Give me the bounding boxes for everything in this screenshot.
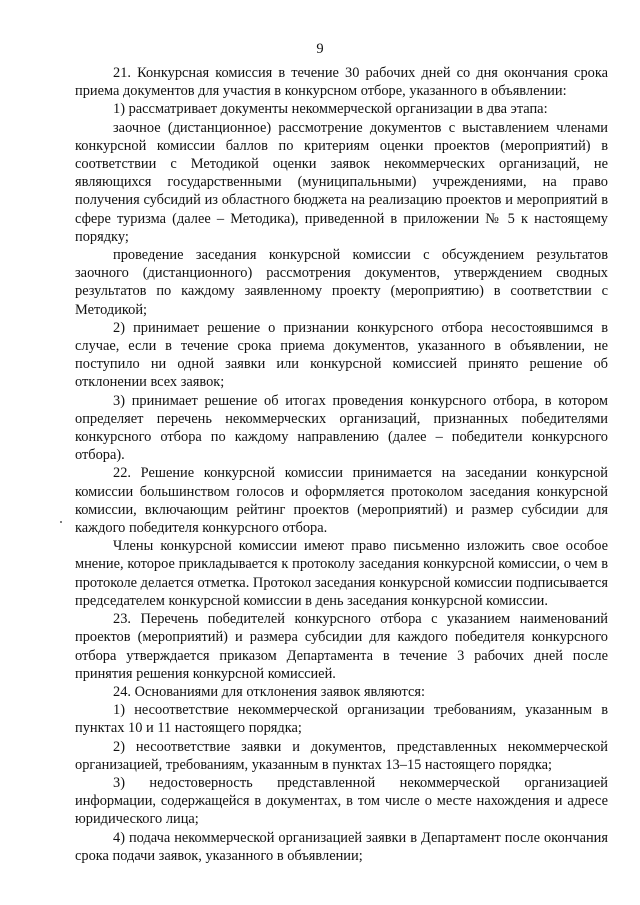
- scan-artifact-dot: [60, 521, 62, 523]
- paragraph-21-stage-2: проведение заседания конкурсной комиссии с обсуждением результатов заочного (дистанционного) рассмотрения документов, утверждением сводных результатов по каждому заявленному проекту (мероприятию) в соответствии с Методикой;: [75, 247, 608, 318]
- paragraph-24: 24. Основаниями для отклонения заявок являются:: [113, 683, 425, 700]
- page-number: 9: [316, 41, 324, 57]
- paragraph-22: 22. Решение конкурсной комиссии принимается на заседании конкурсной комиссии большинством голосов и оформляется протоколом заседания конкурсной комиссии, включающим рейтинг проектов (мероприятий) и размер субсидии для каждого победителя конкурсного отбора.: [75, 465, 608, 537]
- paragraph-24-item-2: 2) несоответствие заявки и документов, представленных некоммерческой организацией, требованиям, указанным в пунктах 13–15 настоящего порядка;: [75, 738, 608, 773]
- paragraph-21-item-2: 2) принимает решение о признании конкурсного отбора несостоявшимся в случае, если в течение срока приема документов, указанного в объявлении, не поступило ни одной заявки или конкурсной комиссией принято решение об отклонении всех заявок;: [75, 319, 608, 391]
- paragraph-24-item-3: 3) недостоверность представленной некоммерческой организацией информации, содержащейся в документах, в том числе о месте нахождения и адресе юридического лица;: [75, 774, 608, 828]
- paragraph-21-item-3: 3) принимает решение об итогах проведения конкурсного отбора, в котором определяет перечень некоммерческих организаций, признанных победителями конкурсного отбора по каждому направлению (далее – победители конкурсного отбора).: [75, 392, 608, 464]
- paragraph-21-item-1: 1) рассматривает документы некоммерческой организации в два этапа:: [113, 101, 548, 118]
- paragraph-21: 21. Конкурсная комиссия в течение 30 рабочих дней со дня окончания срока приема документов для участия в конкурсном отборе, указанного в объявлении:: [75, 65, 608, 100]
- paragraph-22-members: Члены конкурсной комиссии имеют право письменно изложить свое особое мнение, которое прикладывается к протоколу заседания конкурсной комиссии, о чем в протоколе делается отметка. Протокол заседания конкурсной комиссии подписывается председателем конкурсной комиссии в день заседания конкурсной комиссии.: [75, 538, 608, 609]
- paragraph-21-stage-1: заочное (дистанционное) рассмотрение документов с выставлением членами конкурсной комиссии баллов по критериям оценки проектов (мероприятий) в соответствии с Методикой оценки заявок некоммерческих организаций, не являющихся государственными (муниципальными) учреждениями, на право получения субсидий из областного бюджета на реализацию проектов и мероприятий в сфере туризма (далее – Методика), приведенной в приложении № 5 к настоящему порядку;: [75, 119, 608, 245]
- paragraph-24-item-1: 1) несоответствие некоммерческой организации требованиям, указанным в пунктах 10 и 11 настоящего порядка;: [75, 702, 608, 737]
- paragraph-23: 23. Перечень победителей конкурсного отбора с указанием наименований проектов (мероприятий) и размера субсидии для каждого победителя конкурсного отбора утверждается приказом Департамента в течение 3 рабочих дней после принятия решения конкурсной комиссией.: [75, 611, 608, 682]
- paragraph-24-item-4: 4) подача некоммерческой организацией заявки в Департамент после окончания срока подачи заявок, указанного в объявлении;: [75, 829, 608, 864]
- document-body: [75, 64, 608, 865]
